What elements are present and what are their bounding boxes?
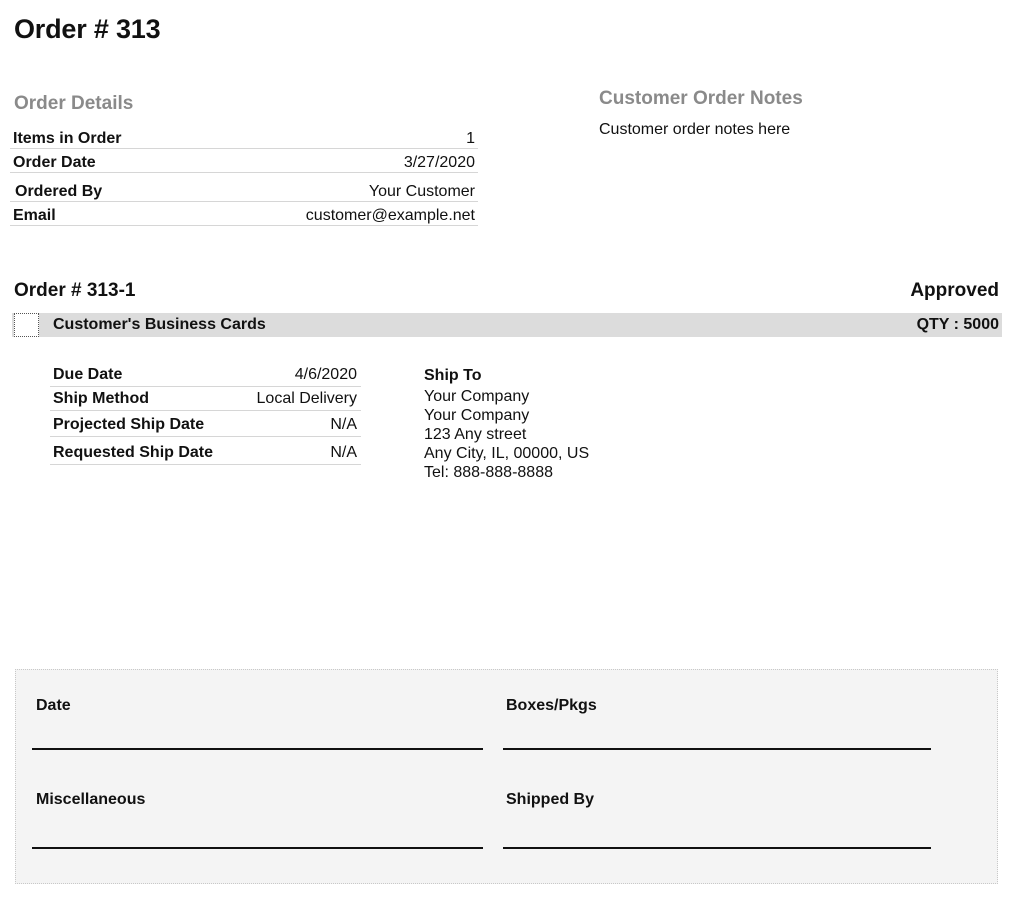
email-label: Email: [10, 201, 194, 225]
misc-field-label: Miscellaneous: [36, 791, 146, 808]
order-details-row: [10, 124, 478, 148]
page-title: Order # 313: [14, 14, 161, 44]
order-details-heading: Order Details: [14, 93, 134, 114]
ship-to-block: [424, 366, 589, 482]
shipping-row: [50, 436, 361, 464]
sub-order-title: Order # 313-1: [14, 280, 136, 301]
order-details-row: [10, 148, 478, 172]
misc-field-line[interactable]: [32, 847, 483, 849]
boxes-field-label: Boxes/Pkgs: [506, 697, 597, 714]
ordered-by-value: Your Customer: [194, 172, 478, 201]
order-details-row: [10, 172, 478, 201]
customer-notes-text: Customer order notes here: [599, 121, 791, 138]
items-in-order-label: Items in Order: [10, 124, 194, 148]
requested-ship-date-value: N/A: [240, 436, 361, 464]
projected-ship-date-value: N/A: [240, 410, 361, 436]
date-field-label: Date: [36, 697, 71, 714]
status-label: Approved: [910, 280, 999, 301]
ship-method-label: Ship Method: [50, 386, 240, 410]
requested-ship-date-label: Requested Ship Date: [50, 436, 240, 464]
shipping-row: [50, 386, 361, 410]
ordered-by-label: Ordered By: [10, 172, 194, 201]
ship-to-phone: Tel: 888-888-8888: [424, 464, 553, 481]
date-field-line[interactable]: [32, 748, 483, 750]
order-details-row: [10, 201, 478, 225]
ship-to-company: Your Company: [424, 388, 530, 405]
ship-to-city: Any City, IL, 00000, US: [424, 445, 590, 462]
item-quantity: QTY : 5000: [916, 316, 999, 333]
due-date-label: Due Date: [50, 362, 240, 386]
order-date-label: Order Date: [10, 148, 194, 172]
shipping-row: [50, 410, 361, 436]
boxes-field-line[interactable]: [503, 748, 931, 750]
order-details-table: [10, 124, 478, 226]
email-value: customer@example.net: [194, 201, 478, 225]
projected-ship-date-label: Projected Ship Date: [50, 410, 240, 436]
shipped-by-field-line[interactable]: [503, 847, 931, 849]
ship-to-heading: Ship To: [424, 367, 482, 384]
customer-notes-heading: Customer Order Notes: [599, 88, 803, 109]
due-date-value: 4/6/2020: [240, 362, 361, 386]
shipped-by-field-label: Shipped By: [506, 791, 595, 808]
ship-to-name: Your Company: [424, 407, 530, 424]
shipping-row: [50, 362, 361, 386]
shipping-info-table: [50, 362, 361, 465]
order-date-value: 3/27/2020: [194, 148, 478, 172]
item-name: Customer's Business Cards: [53, 316, 266, 333]
ship-to-street: 123 Any street: [424, 426, 527, 443]
item-checkbox[interactable]: [14, 313, 39, 337]
ship-method-value: Local Delivery: [240, 386, 361, 410]
items-in-order-value: 1: [194, 124, 478, 148]
